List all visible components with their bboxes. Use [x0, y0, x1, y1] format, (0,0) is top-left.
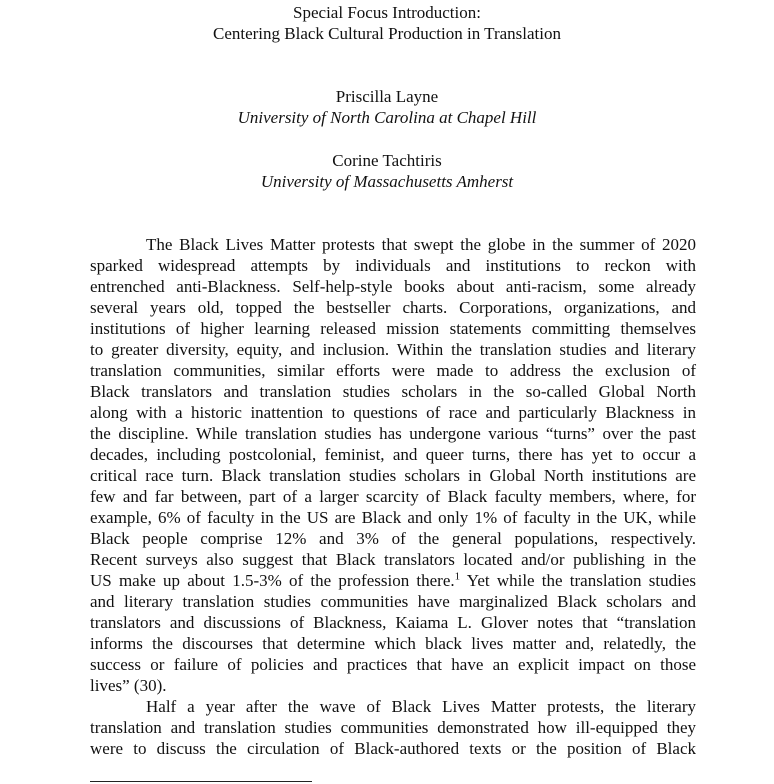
author-name: Priscilla Layne: [335, 87, 439, 106]
body-text-segment: Yet while the translation studies: [460, 571, 697, 590]
body-text-line-with-footnote: [90, 570, 696, 591]
body-text-line: Recent surveys also suggest that Black translators located and/or publishing in the: [90, 550, 696, 569]
body-text-line: example, 6% of faculty in the US are Black and only 1% of faculty in the UK, while: [90, 508, 696, 527]
body-text-line: sparked widespread attempts by individuals and institutions to reckon with: [90, 256, 696, 275]
body-text-line: the discipline. While translation studies has undergone various “turns” over the past: [90, 424, 696, 443]
body-text-line: informs the discourses that determine which black lives matter and, relatedly, the: [90, 634, 696, 653]
body-text-line: translation and translation studies communities demonstrated how ill-equipped they: [90, 718, 696, 737]
author-affiliation: University of North Carolina at Chapel Hill: [237, 108, 537, 127]
author-name: Corine Tachtiris: [332, 151, 442, 170]
body-text-line: decades, including postcolonial, feminist, and queer turns, there has yet to occur a: [90, 445, 696, 464]
body-text-line: entrenched anti-Blackness. Self-help-style books about anti-racism, some already: [90, 277, 696, 296]
body-text-line: Black people comprise 12% and 3% of the general populations, respectively.: [90, 529, 696, 548]
body-text-line: few and far between, part of a larger scarcity of Black faculty members, where, for: [90, 487, 696, 506]
body-text-line: translators and discussions of Blackness, Kaiama L. Glover notes that “translation: [90, 613, 696, 632]
body-text-line: success or failure of policies and practices that have an explicit impact on those: [90, 655, 696, 674]
body-text-line: several years old, topped the bestseller charts. Corporations, organizations, and: [90, 298, 696, 317]
body-text-line: The Black Lives Matter protests that swept the globe in the summer of 2020: [146, 235, 696, 254]
body-text-line: critical race turn. Black translation studies scholars in Global North institutions are: [90, 466, 696, 485]
body-text-line: were to discuss the circulation of Black-authored texts or the position of Black: [90, 739, 696, 758]
body-text-segment: US make up about 1.5-3% of the profession there.: [90, 571, 455, 590]
article-title-line-2: Centering Black Cultural Production in Translation: [212, 24, 561, 43]
body-text-line: Half a year after the wave of Black Lives Matter protests, the literary: [146, 697, 696, 716]
body-text-line: along with a historic inattention to questions of race and particularly Blackness in: [90, 403, 696, 422]
body-text-line: and literary translation studies communities have marginalized Black scholars and: [90, 592, 696, 611]
body-text-line: Black translators and translation studies scholars in the so-called Global North: [90, 382, 696, 401]
body-text-line: institutions of higher learning released mission statements committing themselves: [90, 319, 696, 338]
body-text-line: to greater diversity, equity, and inclusion. Within the translation studies and literary: [90, 340, 696, 359]
article-title-line-1: Special Focus Introduction:: [293, 3, 481, 22]
footnote-reference[interactable]: 1: [454, 570, 461, 583]
footnote-separator: [90, 781, 312, 782]
author-affiliation: University of Massachusetts Amherst: [260, 172, 514, 191]
body-text-line: lives” (30).: [90, 676, 167, 695]
body-text-line: translation communities, similar efforts were made to address the exclusion of: [90, 361, 696, 380]
